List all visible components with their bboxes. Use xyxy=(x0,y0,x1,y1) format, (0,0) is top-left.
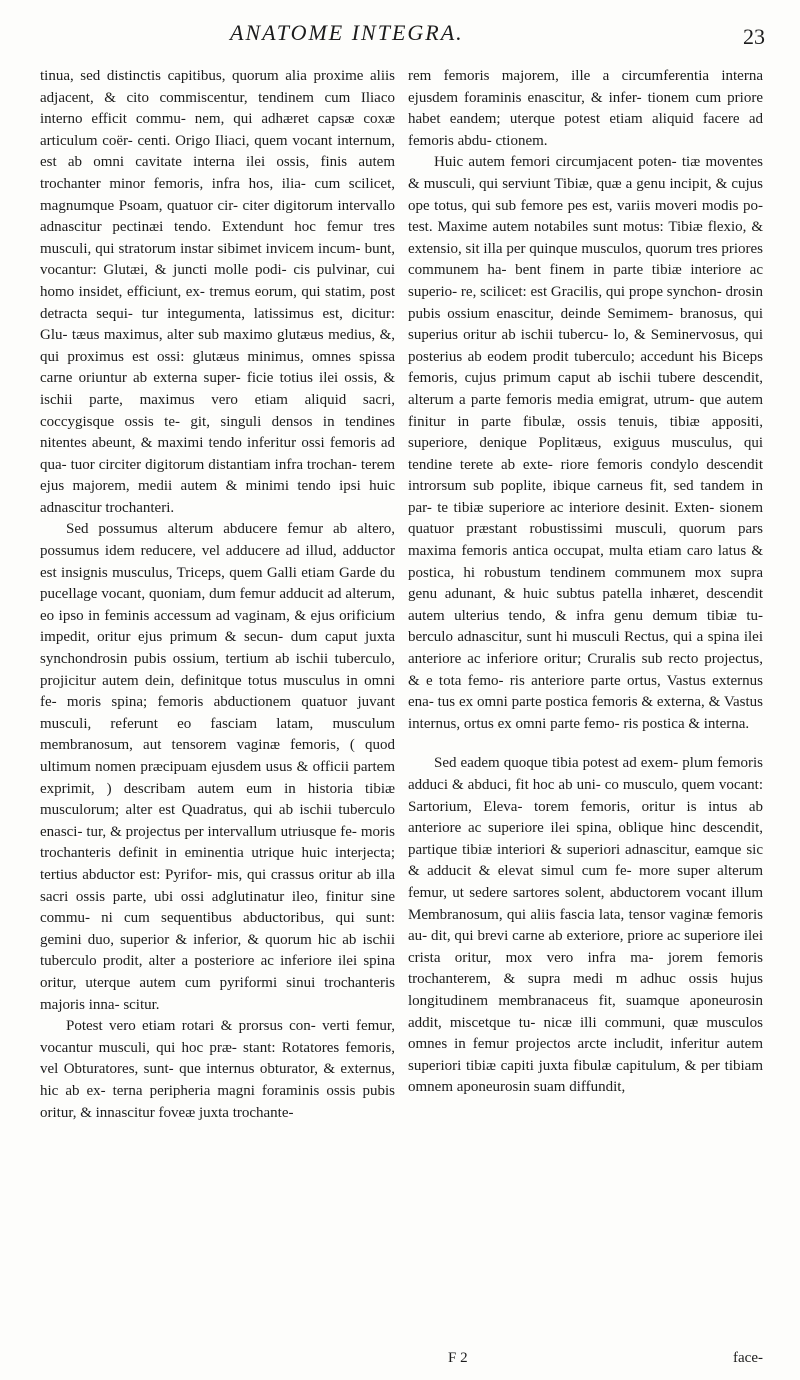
left-column xyxy=(40,66,395,1124)
right-paragraph-2: Huic autem femori circumjacent poten- tiæ moventes & musculi, qui serviunt Tibiæ, quæ a genu incipit, & cujus ope totus, qui sub femore pes est, variis moveri modis po- test. Maxime autem notabiles sunt motus: Tibiæ flexio, & extensio, sit illa per quinque musculos, quorum tres priores communem ha- bent finem in parte tibiæ interiore ac superio- re, scilicet: est Gracilis, qui prope synchon- drosin pubis ossium enascitur, deinde Semimem- branosus, qui superius oritur ab ischii tubercu- lo, & Seminervosus, qui posterius ab eodem prodit tuberculo; accedunt his Biceps femoris, cujus primum caput ab ischii tubere descendit, alterum a parte femoris media emigrat, utrum- que autem finitur in parte fibulæ, ossis tenuis, tibiæ appositi, superiore, denique Poplitæus, exiguus musculus, qui tendine terete ab exte- riore femoris condylo descendit introrsum sub poplite, ibique carneus fit, sed tandem in par- te tibiæ superiore ac interiore desinit. Exten- sionem quatuor præstant robustissimi musculi, quorum pars maxima femoris antica occupat, multa etiam caro latus & postica, hi robustum tendinem communem mox supra genu adunant, & huic subtus patella inhæret, descendit autem ulterius tendo, & infra genu demum tibiæ tu- berculo adnascitur, sunt hi musculi Rectus, qui a spina ilei anteriore ac inferiore oritur; Cruralis sub recto projectus, & e tota femo- ris anteriore parte ortus, Vastus externus ena- tus ex omni parte postica femoris & externa, & Vastus internus, ortus ex omni parte femo- ris postica & interna. xyxy=(408,154,763,732)
left-paragraph-3: Potest vero etiam rotari & prorsus con- verti femur, vocantur musculi, qui hoc præ- stant: Rotatores femoris, vel Obturatores, sunt- que internus obturator, & externus, hic ab ex- terna peripheria magni foraminis ossis pubis oritur, & innascitur foveæ juxta trochante- xyxy=(40,1018,395,1121)
signature-mark: F 2 xyxy=(448,1350,468,1366)
running-head xyxy=(230,20,765,60)
right-paragraph-1: rem femoris majorem, ille a circumferentia interna ejusdem foraminis enascitur, & infer- tionem cum priore habet eandem; uterque potest etiam aliquid facere ad femoris abdu- ctionem. xyxy=(408,68,763,149)
left-paragraph-2: Sed possumus alterum abducere femur ab altero, possumus idem reducere, vel adducere ad illud, adductor est insignis musculus, Triceps, quem Galli etiam Garde du pucellage vocant, quoniam, dum femur adducit ad alterum, eo ipso in feminis accessum ad vaginam, & ejus orificium impedit, oritur ejus primum & secun- dum caput juxta synchondrosin pubis ossium, tertium ab ischii tuberculo, projicitur autem dein, definitque totus musculus in omni fe- moris spina; femoris abductionem quatuor juvant musculi, referunt eo fasciam latam, musculum membranosum, aut tensorem vaginæ femoris, ( quod ultimum nomen præcipuam ejusdem usus & officii partem exprimit, ) describam autem eum in historia tibiæ musculorum; alter est Quadratus, qui ab ischii tuberculo enasci- tur, & projectus per intervallum utriusque fe- moris trochanteris definit in eminentia utrique huic interjecta; tertius abductor est: Pyrifor- mis, qui crassus oritur ab illa sacri ossis parte, ubi ossi adglutinatur ileo, finitur sine commu- ni cum sequentibus abductoribus, qui sunt: gemini duo, superior & inferior, & quorum hic ab ischii tuberculo prodit, alter a posteriore ac inferiore ilei spina oritur, uterque autem cum pyriformi sinui trochanteris majoris inna- scitur. xyxy=(40,521,395,1013)
page-footer xyxy=(408,1350,763,1372)
right-column xyxy=(408,66,763,1099)
page-number: 23 xyxy=(743,24,765,49)
running-title: ANATOME INTEGRA. xyxy=(230,20,464,45)
right-paragraph-3: Sed eadem quoque tibia potest ad exem- plum femoris adduci & abduci, fit hoc ab uni- co musculo, quem vocant: Sartorium, Eleva- torem femoris, oritur is intus ab anteriore ac superiore ilei spina, oblique hinc descendit, partique tibiæ interiori & superiori adnascitur, eamque sic & adducit & elevat simul cum fe- more super alterum femur, ut sedere sartores solent, abductorem vocant illum Membranosum, qui aliis fascia lata, tensor vaginæ femoris au- dit, qui brevi carne ab exteriore, priore ac superiore ilei crista oritur, mox vero infra ma- jorem femoris trochanterem, & supra medi m adhuc ossis hujus longitudinem membranaceus fit, suamque aponeurosin addit, miscetque tu- nicæ illi communi, quæ musculos omnes in femur projectos arcte includit, inferitur autem superiori tibiæ capiti juxta fibulæ capitulum, & per tibiam omnem aponeurosin suam diffundit, xyxy=(408,755,763,1096)
left-paragraph-1: tinua, sed distinctis capitibus, quorum alia proxime aliis adjacent, & cito commiscentur, tendinem cum Iliaco interno efficit commu- nem, qui adhæret capsæ coxæ articulum coër- centi. Origo Iliaci, quem vocant internum, est ab omni cavitate interna ilei ossis, finis autem trochanter minor femoris, infra hos, ilia- cum scilicet, magnumque Psoam, quatuor cir- citer digitorum intervallo adnascitur pectinæi tendo. Extendunt hoc femur tres musculi, qui stratorum instar sibimet invicem incum- bunt, vocantur: Glutæi, & juncti molle podi- cis pulvinar, cui homo insidet, efficiunt, ex- tremus eorum, qui statim, post detracta sequi- tur integumenta, latissimus est, dicitur: Glu- tæus maximus, alter sub maximo glutæus medius, &, qui proximus est ossi: glutæus minimus, omnes spissa carne oriuntur ab externa super- ficie totius ilei ossis, & ischii parte, maximus vero etiam aliquid sacri, coccygisque ossis te- git, singuli densos in tendines nitentes abeunt, & maximi tendo inferitur ossi femoris ad qua- tuor circiter digitorum distantiam infra trochan- terem ejus majorem, medii autem & minimi tendo ipsi huic adnascitur trochanteri. xyxy=(40,68,395,516)
catchword: face- xyxy=(733,1350,763,1366)
